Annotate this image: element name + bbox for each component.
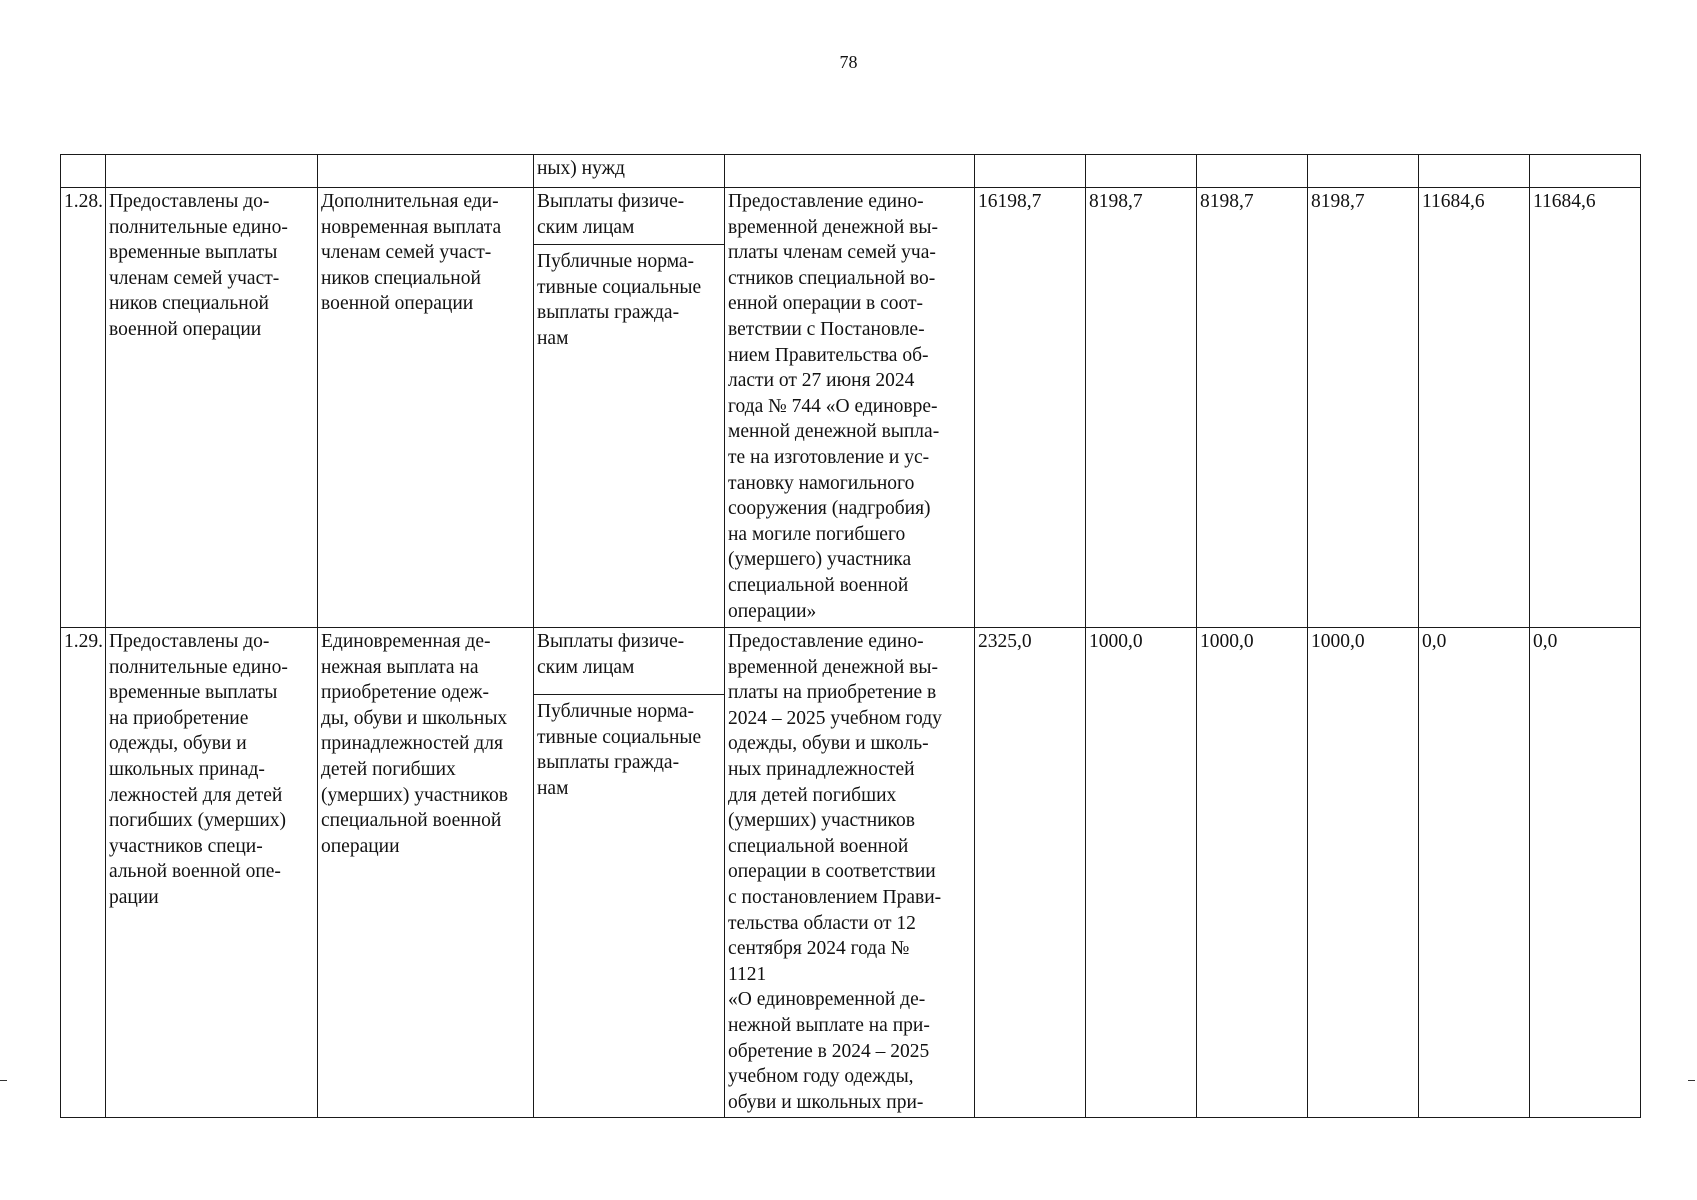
row-number: 1.28. [61,188,106,628]
text-line: тивные социальные [537,726,702,748]
text-line: участников специ- [109,835,263,857]
table-row-continuation [61,155,1641,188]
text-line: Предоставлены до- [109,191,270,212]
text-line: Предоставление едино- [728,191,924,212]
result-cell [106,188,318,628]
text-line: Предоставление едино- [728,631,924,652]
cell-empty [1197,155,1308,188]
text-line: с постановлением Прави- [728,886,942,908]
text-line: Публичные норма- [537,701,695,723]
text-line: военной операции [109,318,262,340]
description-cell [725,628,975,1118]
text-line: обретение в 2024 – 2025 [728,1040,930,1062]
cell-empty [975,155,1086,188]
text-line: (умерших) участников [728,810,916,832]
cell-empty [106,155,318,188]
event-cell [318,188,534,628]
text-line: военной операции [321,293,474,315]
row-number: 1.29. [61,628,106,1118]
text-line: нам [537,777,569,799]
text-line: одежды, обуви и [109,733,247,755]
cell-empty [1419,155,1530,188]
text-line: членам семей участ- [109,267,280,289]
value-cell: 1000,0 [1086,628,1197,1118]
text-line: полнительные едино- [109,216,288,238]
budget-table [60,154,1641,1118]
payment-type-cell [534,188,725,628]
result-cell [106,628,318,1118]
payment-type-primary [534,628,724,695]
text-line: выплаты гражда- [537,302,680,324]
text-line: Публичные норма- [537,251,695,273]
payment-type-continuation: ных) нужд [534,155,725,188]
cell-empty [725,155,975,188]
text-line: нежная выплата на [321,656,479,678]
text-line: те на изготовление и ус- [728,446,930,468]
value-cell: 16198,7 [975,188,1086,628]
text-line: ласти от 27 июня 2024 [728,370,915,392]
value-cell: 11684,6 [1419,188,1530,628]
text-line: принадлежностей для [321,733,503,755]
text-line: менной денежной выпла- [728,421,940,443]
text-line: полнительные едино- [109,656,288,678]
text-line: ветствии с Постановле- [728,318,925,340]
text-line: обуви и школьных при- [728,1091,924,1113]
text-line: альной военной опе- [109,861,281,883]
text-line: нием Правительства об- [728,344,929,366]
page-number: 78 [839,52,858,72]
text-line: ников специальной [321,267,481,289]
text-line: специальной военной [728,574,909,596]
text-line: временной денежной вы- [728,656,938,678]
text-line: «О единовременной де- [728,989,926,1011]
text-line: лежностей для детей [109,784,283,806]
text-line: 1121 [728,963,767,985]
text-line: операции» [728,600,817,622]
text-line: ных принадлежностей [728,758,915,780]
text-line: года № 744 «О единовре- [728,395,938,417]
text-line: Выплаты физиче- [537,631,685,652]
text-line: погибших (умерших) [109,810,287,832]
text-line: (умерших) участников [321,784,509,806]
value-cell: 1000,0 [1308,628,1419,1118]
event-cell [318,628,534,1118]
value-cell: 2325,0 [975,628,1086,1118]
value-cell: 8198,7 [1308,188,1419,628]
text-line: новременная выплата [321,216,502,238]
text-line: специальной военной [728,835,909,857]
text-line: ников специальной [109,293,269,315]
description-cell [725,188,975,628]
text-line: для детей погибших [728,784,897,806]
text-line: платы на приобретение в [728,682,937,704]
text-line: приобретение одеж- [321,682,490,704]
text-line: операции [321,835,400,857]
text-line: тановку намогильного [728,472,915,494]
text-line: рации [109,886,159,908]
value-cell: 1000,0 [1197,628,1308,1118]
text-line: членам семей участ- [321,242,492,264]
text-line: одежды, обуви и школь- [728,733,929,755]
text-line: ды, обуви и школьных [321,707,508,729]
text-line: Выплаты физиче- [537,191,685,212]
scan-edge-mark-right [1688,1080,1695,1081]
text-line: временной денежной вы- [728,216,938,238]
value-cell: 8198,7 [1197,188,1308,628]
text-line: 2024 – 2025 учебном году [728,707,942,729]
value-cell: 11684,6 [1530,188,1641,628]
text-line: ским лицам [537,656,635,678]
text-line: операции в соответствии [728,861,936,883]
text-line: сентября 2024 года № [728,938,910,960]
value-cell: 8198,7 [1086,188,1197,628]
table-row [61,188,1641,628]
cell-empty [1308,155,1419,188]
payment-type-primary [534,188,724,245]
text-line: (умершего) участника [728,549,912,571]
text-line: тельства области от 12 [728,912,916,934]
text-line: стников специальной во- [728,267,936,289]
text-line: сооружения (надгробия) [728,498,931,520]
value-cell: 0,0 [1419,628,1530,1118]
text-line: выплаты гражда- [537,752,680,774]
text-line: платы членам семей уча- [728,242,936,264]
text-line: енной операции в соот- [728,293,924,315]
text-line: ским лицам [537,216,635,238]
text-line: Предоставлены до- [109,631,270,652]
text-line: детей погибших [321,758,456,780]
cell-empty [1530,155,1641,188]
scan-edge-mark-left [0,1080,7,1081]
text-line: учебном году одежды, [728,1066,914,1088]
cell-empty [1086,155,1197,188]
text-line: Дополнительная еди- [321,191,499,212]
payment-type-cell [534,628,725,1118]
text-line: временные выплаты [109,242,278,264]
text-line: на могиле погибшего [728,523,906,545]
cell-empty [61,155,106,188]
value-cell: 0,0 [1530,628,1641,1118]
cell-empty [318,155,534,188]
text-line: нам [537,327,569,349]
text-line: школьных принад- [109,758,265,780]
text-line: тивные социальные [537,276,702,298]
text-line: временные выплаты [109,682,278,704]
text-line: нежной выплате на при- [728,1014,930,1036]
text-line: на приобретение [109,707,249,729]
text-line: специальной военной [321,810,502,832]
table-row [61,628,1641,1118]
payment-type-secondary [534,245,724,351]
text-line: Единовременная де- [321,631,491,652]
payment-type-secondary [534,695,724,801]
